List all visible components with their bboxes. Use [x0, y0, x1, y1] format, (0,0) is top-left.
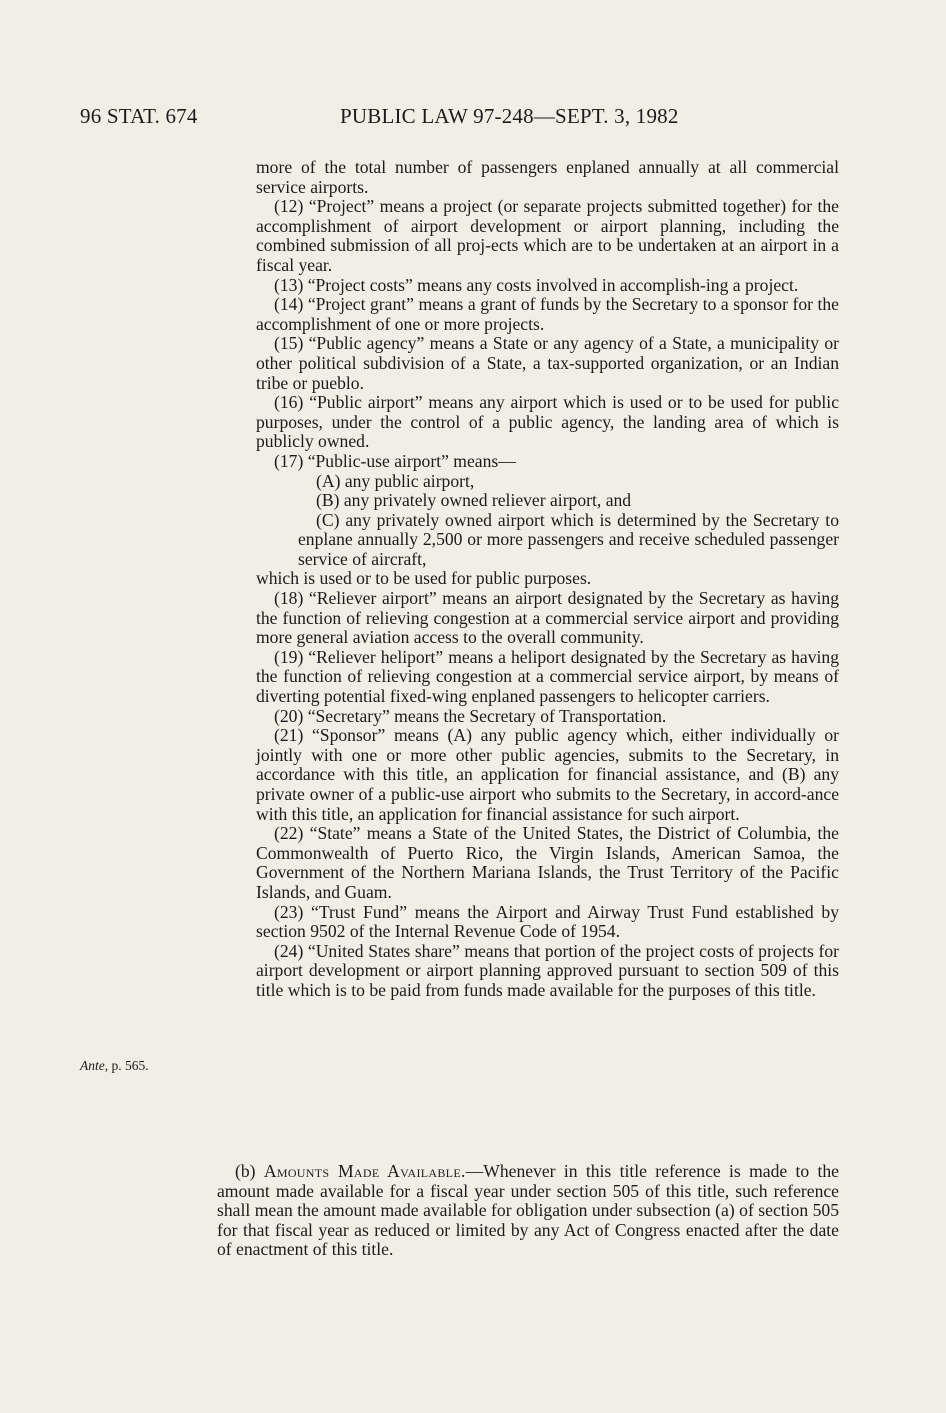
definition-17-c: (C) any privately owned airport which is determined by the Secretary to enplane annually 2,500 or more passengers and receive scheduled passenger service of aircraft,	[298, 509, 839, 569]
definition-17-closing: which is used or to be used for public purposes.	[256, 568, 592, 589]
definition-13: (13) “Project costs” means any costs involved in accomplish-ing a project.	[274, 274, 799, 295]
definition-17: (17) “Public-use airport” means—	[274, 450, 516, 471]
definitions-body	[256, 158, 839, 1001]
definition-21: (21) “Sponsor” means (A) any public agency which, either individually or jointly with one or more other public agencies, submits to the Secretary, in accordance with this title, an application for financial assistance, and (B) any private owner of a public-use airport who submits to the Secretary, in accord-ance with this title, an application for financial assistance for such airport.	[256, 725, 839, 824]
definition-15: (15) “Public agency” means a State or any agency of a State, a municipality or other political subdivision of a State, a tax-supported organization, or an Indian tribe or pueblo.	[256, 333, 839, 393]
margin-note-page: p. 565.	[111, 1058, 149, 1073]
subsection-b-text: —Whenever in this title reference is made to the amount made available for a fiscal year under section 505 of this title, such reference shall mean the amount made available for obligation under subsection (a) of section 505 for that fiscal year as reduced or limited by any Act of Congress enacted after the date of enactment of this title.	[217, 1161, 839, 1260]
subsection-b-paragraph	[217, 1162, 839, 1260]
definition-17-a: (A) any public airport,	[316, 470, 475, 491]
definition-18: (18) “Reliever airport” means an airport designated by the Secretary as having the function of relieving congestion at a commercial service airport and providing more general aviation access to the overall community.	[256, 588, 839, 648]
subsection-b-heading: Amounts Made Available.	[263, 1161, 466, 1181]
definition-23: (23) “Trust Fund” means the Airport and Airway Trust Fund established by section 9502 of the Internal Revenue Code of 1954.	[256, 901, 839, 942]
subsection-b-label: (b)	[235, 1161, 256, 1181]
definition-19: (19) “Reliever heliport” means a heliport designated by the Secretary as having the function of relieving congestion at a commercial service airport, by means of diverting potential fixed-wing enplaned passengers to helicopter carriers.	[256, 646, 839, 707]
definition-14: (14) “Project grant” means a grant of funds by the Secretary to a sponsor for the accomplishment of one or more projects.	[256, 294, 839, 334]
margin-note	[80, 1058, 149, 1074]
statute-page-number: 96 STAT. 674	[80, 104, 198, 128]
definition-22: (22) “State” means a State of the United States, the District of Columbia, the Commonwealth of Puerto Rico, the Virgin Islands, American Samoa, the Government of the Northern Mariana Islands, the Trust Territory of the Pacific Islands, and Guam.	[256, 823, 839, 902]
paragraph-continued: more of the total number of passengers enplaned annually at all commercial service airports.	[256, 157, 839, 197]
running-head: PUBLIC LAW 97-248—SEPT. 3, 1982	[340, 104, 679, 128]
definition-12: (12) “Project” means a project (or separate projects submitted together) for the accomplishment of airport development or airport planning, including the combined submission of all proj-ects which are to be undertaken at an airport in a fiscal year.	[256, 196, 839, 275]
definition-24: (24) “United States share” means that portion of the project costs of projects for airport development or airport planning approved pursuant to section 509 of this title which is to be paid from funds made available for the purposes of this title.	[256, 940, 839, 1000]
definition-17-b: (B) any privately owned reliever airport, and	[316, 490, 632, 511]
margin-note-italic: Ante,	[80, 1058, 109, 1073]
subsection-b	[217, 1162, 839, 1260]
definition-16: (16) “Public airport” means any airport which is used or to be used for public purposes, under the control of a public agency, the landing area of which is publicly owned.	[256, 392, 839, 452]
definition-20: (20) “Secretary” means the Secretary of Transportation.	[274, 705, 667, 726]
